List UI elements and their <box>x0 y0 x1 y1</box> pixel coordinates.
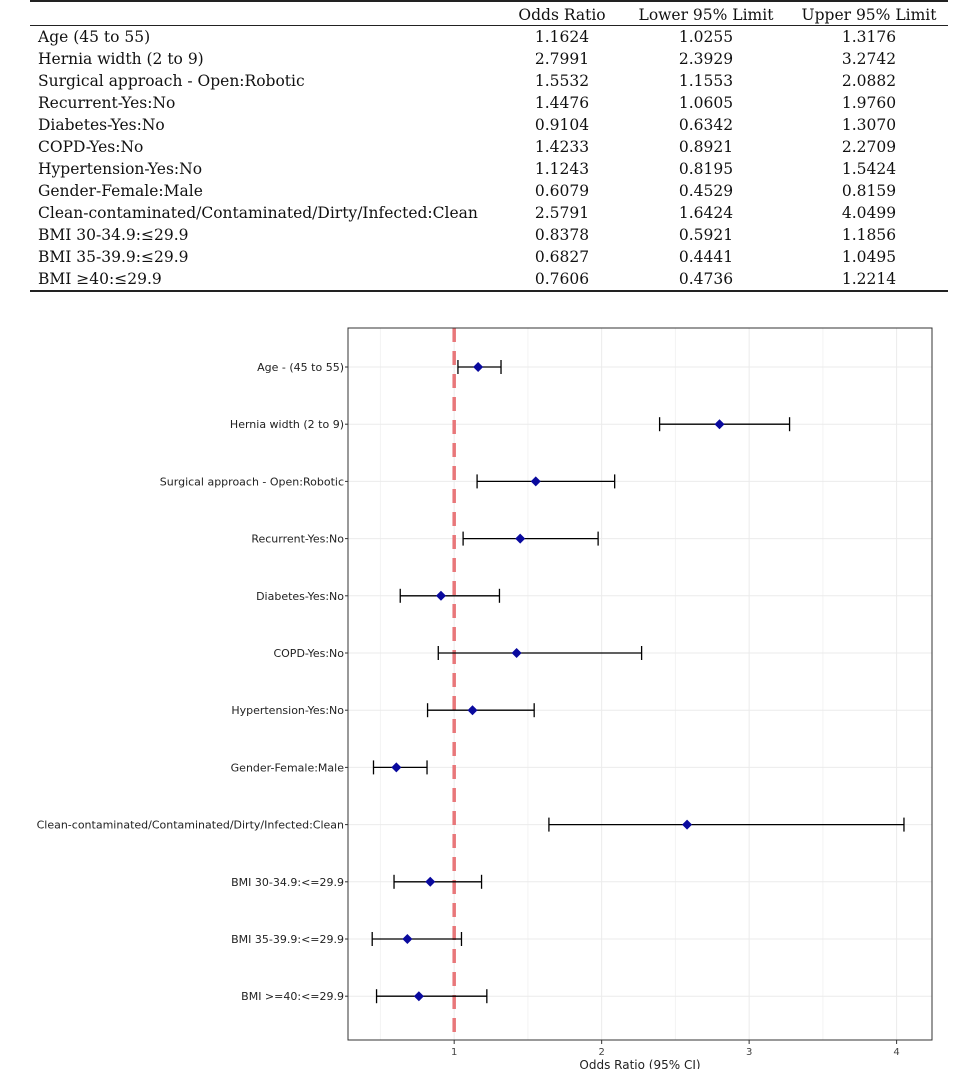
table-cell-upper: 1.9760 <box>841 94 897 112</box>
odds-ratio-table-container <box>30 0 948 292</box>
table-cell-upper: 1.0495 <box>841 248 897 266</box>
table-row <box>30 136 948 158</box>
y-tick-label: Surgical approach - Open:Robotic <box>159 475 344 489</box>
table-cell-lower: 1.0255 <box>678 28 734 46</box>
table-cell-lower: 1.6424 <box>678 204 734 222</box>
table-cell-upper: 1.3070 <box>841 116 897 134</box>
y-tick-label: Age - (45 to 55) <box>257 361 344 374</box>
table-cell-upper: 1.3176 <box>841 28 897 46</box>
table-cell-upper: 1.2214 <box>790 268 948 291</box>
table-header-blank <box>30 1 502 26</box>
forest-plot <box>0 318 969 1069</box>
table-row <box>30 26 948 49</box>
table-cell-label: Recurrent-Yes:No <box>38 94 176 112</box>
y-tick-label: BMI 35-39.9:<=29.9 <box>231 933 344 946</box>
table-cell-upper: 1.5424 <box>841 160 897 178</box>
table-cell-odds-ratio: 2.5791 <box>534 204 590 222</box>
y-tick-label: Recurrent-Yes:No <box>251 532 344 546</box>
table-row <box>30 92 948 114</box>
table-header-odds-ratio: Odds Ratio <box>502 1 622 26</box>
table-cell-odds-ratio: 0.6079 <box>534 182 590 200</box>
table-cell-lower: 0.6342 <box>678 116 734 134</box>
table-header-upper-limit: Upper 95% Limit <box>790 1 948 26</box>
table-cell-label: BMI 35-39.9:≤29.9 <box>38 248 189 266</box>
table-cell-lower: 0.4736 <box>622 268 790 291</box>
table-cell-label: Diabetes-Yes:No <box>38 116 165 134</box>
table-row <box>30 246 948 268</box>
table-row <box>30 70 948 92</box>
y-tick-label: Clean-contaminated/Contaminated/Dirty/Infected:Clean <box>36 818 344 832</box>
table-header-row <box>30 1 948 26</box>
y-tick-label: COPD-Yes:No <box>273 647 344 660</box>
table-cell-odds-ratio: 1.1624 <box>534 28 590 46</box>
y-tick-label: Hypertension-Yes:No <box>231 704 344 718</box>
table-row <box>30 224 948 246</box>
table-row <box>30 114 948 136</box>
table-row <box>30 180 948 202</box>
table-cell-label: BMI ≥40:≤29.9 <box>30 268 502 291</box>
y-tick-label: Gender-Female:Male <box>230 761 344 775</box>
table-cell-label: Age (45 to 55) <box>38 28 151 46</box>
table-cell-label: COPD-Yes:No <box>38 138 144 156</box>
table-cell-upper: 3.2742 <box>841 50 897 68</box>
table-cell-odds-ratio: 1.4476 <box>534 94 590 112</box>
table-header-lower-limit: Lower 95% Limit <box>622 1 790 26</box>
odds-ratio-table <box>30 0 948 292</box>
table-cell-label: Gender-Female:Male <box>38 182 203 200</box>
x-tick-label: 1 <box>450 1047 458 1058</box>
table-cell-upper: 0.8159 <box>841 182 897 200</box>
plot-panel <box>348 328 932 1040</box>
table-row <box>30 158 948 180</box>
table-cell-odds-ratio: 0.9104 <box>534 116 590 134</box>
table-row <box>30 48 948 70</box>
x-tick-label: 4 <box>893 1047 900 1058</box>
table-body <box>30 26 948 292</box>
table-cell-odds-ratio: 0.7606 <box>502 268 622 291</box>
y-tick-label: BMI >=40:<=29.9 <box>241 990 344 1004</box>
table-cell-lower: 0.8195 <box>678 160 734 178</box>
table-cell-label: Surgical approach - Open:Robotic <box>38 72 305 90</box>
table-cell-lower: 0.4441 <box>678 248 734 266</box>
table-cell-odds-ratio: 1.4233 <box>534 138 590 156</box>
table-cell-odds-ratio: 2.7991 <box>534 50 590 68</box>
table-cell-upper: 1.1856 <box>841 226 897 244</box>
table-cell-label: Clean-contaminated/Contaminated/Dirty/Infected:Clean <box>38 204 478 222</box>
y-tick-label: Hernia width (2 to 9) <box>229 418 344 432</box>
table-cell-odds-ratio: 0.8378 <box>534 226 590 244</box>
table-cell-upper: 2.2709 <box>841 138 897 156</box>
x-tick-label: 3 <box>745 1047 753 1058</box>
table-cell-odds-ratio: 1.1243 <box>534 160 590 178</box>
table-cell-lower: 0.5921 <box>678 226 734 244</box>
table-row <box>30 202 948 224</box>
table-row <box>30 268 948 291</box>
table-cell-odds-ratio: 0.6827 <box>534 248 590 266</box>
table-cell-label: Hernia width (2 to 9) <box>38 50 204 68</box>
y-tick-label: BMI 30-34.9:<=29.9 <box>231 875 344 889</box>
table-cell-upper: 4.0499 <box>841 204 897 222</box>
y-tick-label: Diabetes-Yes:No <box>256 589 344 603</box>
x-axis-title: Odds Ratio (95% CI) <box>579 1058 701 1069</box>
table-cell-lower: 1.0605 <box>678 94 734 112</box>
table-cell-lower: 1.1553 <box>678 72 734 90</box>
x-tick-label: 2 <box>598 1047 605 1058</box>
table-cell-lower: 2.3929 <box>678 50 734 68</box>
table-cell-label: Hypertension-Yes:No <box>38 160 203 178</box>
table-cell-odds-ratio: 1.5532 <box>534 72 590 90</box>
table-cell-lower: 0.8921 <box>678 138 734 156</box>
table-cell-label: BMI 30-34.9:≤29.9 <box>38 226 189 244</box>
table-cell-upper: 2.0882 <box>841 72 897 90</box>
table-cell-lower: 0.4529 <box>678 182 734 200</box>
